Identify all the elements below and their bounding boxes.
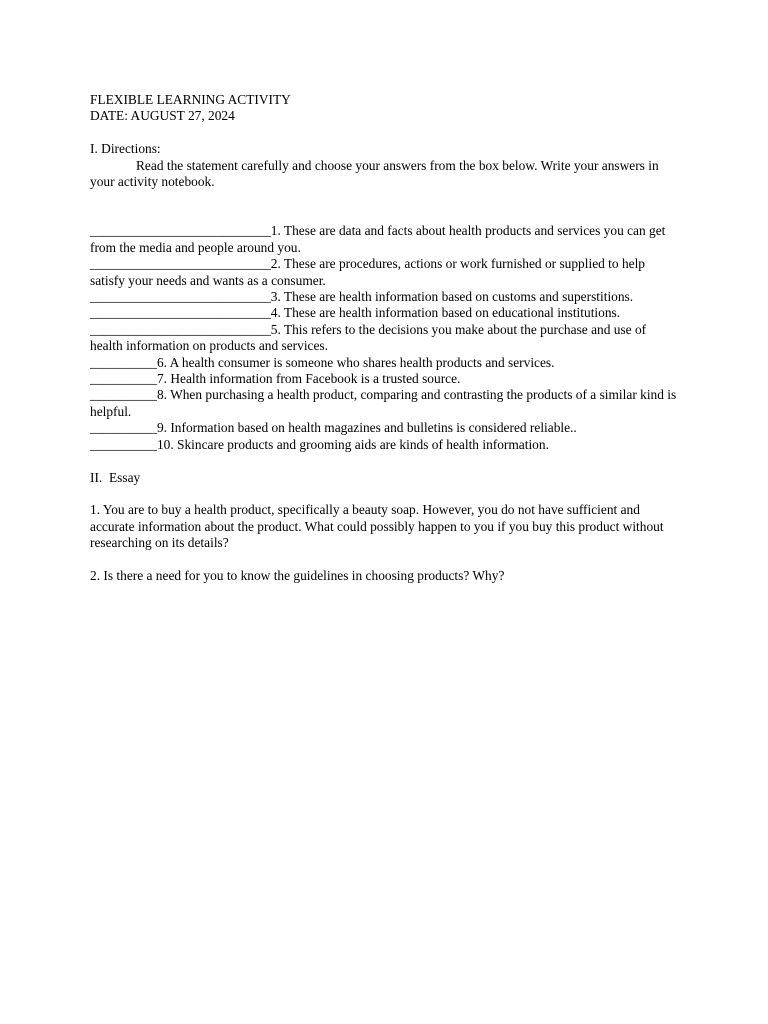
spacer — [90, 190, 680, 223]
essay-question: 2. Is there a need for you to know the guidelines in choosing products? Why? — [90, 567, 505, 583]
question-text: 1. These are data and facts about health products and services you can get from the media and people around you. — [90, 223, 666, 255]
answer-blank[interactable]: __________ — [90, 387, 157, 403]
answer-blank[interactable]: ___________________________ — [90, 289, 271, 305]
question-item — [90, 387, 680, 420]
question-item — [90, 223, 680, 256]
question-item — [90, 437, 680, 453]
question-text: 10. Skincare products and grooming aids are kinds of health information. — [156, 436, 549, 452]
question-item — [90, 322, 680, 355]
answer-blank[interactable]: __________ — [90, 371, 157, 387]
answer-blank[interactable]: ___________________________ — [90, 256, 271, 272]
document-title: FLEXIBLE LEARNING ACTIVITY — [90, 92, 291, 107]
question-text: 4. These are health information based on educational institutions. — [270, 305, 621, 321]
section-heading-essay: II. Essay — [90, 469, 141, 485]
spacer — [90, 486, 680, 502]
answer-blank[interactable]: __________ — [90, 420, 157, 436]
spacer — [90, 552, 680, 568]
essay-question: 1. You are to buy a health product, specifically a beauty soap. However, you do not have sufficient and accurate information about the product. What could possibly happen to you if you buy this product without researching on its details? — [90, 502, 667, 551]
question-text: 6. A health consumer is someone who shares health products and services. — [156, 354, 555, 370]
answer-blank[interactable]: __________ — [90, 354, 157, 370]
question-text: 7. Health information from Facebook is a trusted source. — [156, 371, 461, 387]
question-item — [90, 371, 680, 387]
question-item — [90, 305, 680, 321]
question-list — [90, 223, 680, 453]
answer-blank[interactable]: ___________________________ — [90, 305, 271, 321]
question-item — [90, 355, 680, 371]
question-item — [90, 420, 680, 436]
spacer — [90, 453, 680, 469]
answer-blank[interactable]: ___________________________ — [90, 223, 271, 239]
answer-blank[interactable]: __________ — [90, 436, 157, 452]
question-text: 5. This refers to the decisions you make about the purchase and use of health information on products and services. — [90, 321, 647, 354]
question-item — [90, 289, 680, 305]
question-text: 9. Information based on health magazines and bulletins is considered reliable.. — [156, 420, 577, 436]
question-text: 8. When purchasing a health product, comparing and contrasting the products of a similar kind is helpful. — [90, 387, 677, 419]
question-text: 2. These are procedures, actions or work furnished or supplied to help satisfy your needs and wants as a consumer. — [90, 256, 645, 288]
document-date: DATE: AUGUST 27, 2024 — [90, 108, 235, 124]
question-text: 3. These are health information based on customs and superstitions. — [270, 289, 634, 305]
spacer — [90, 125, 680, 141]
directions-text: Read the statement carefully and choose your answers from the box below. Write your answers in your activity notebook. — [90, 157, 663, 190]
question-item — [90, 256, 680, 289]
section-heading-directions: I. Directions: — [90, 141, 161, 157]
document-page — [90, 92, 680, 584]
answer-blank[interactable]: ___________________________ — [90, 321, 271, 337]
